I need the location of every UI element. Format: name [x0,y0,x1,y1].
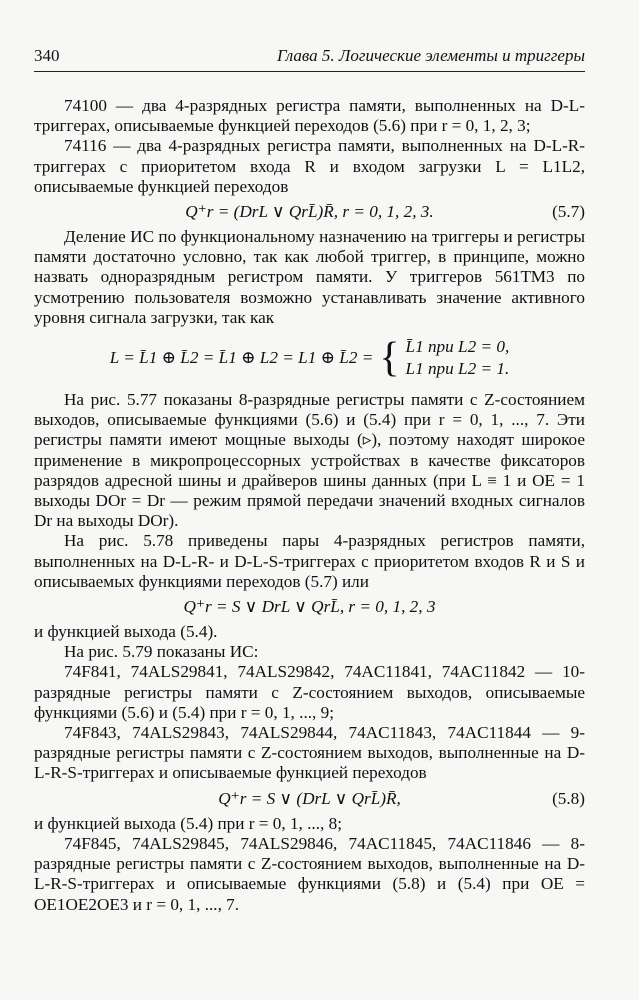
equation-load-signal [34,334,585,382]
paragraph: Деление ИС по функциональному назначению на триггеры и регистры памяти достаточно условно, так как любой триггер, в принципе, можно назвать одноразрядным регистром памяти. У триггеров 561ТМ3 по усмотрению пользователя возможно устанавливать значение активного уровня сигнала загрузки, так как [34,227,585,327]
body-text [34,96,585,915]
paragraph: и функцией выхода (5.4) при r = 0, 1, ..., 8; [34,813,342,833]
paragraph: На рис. 5.78 приведены пары 4-разрядных регистров памяти, выполненных на D-L-R- и D-L-S-триггерах с приоритетом входов R и S и описываемых функциями переходов (5.7) или [34,531,585,591]
chapter-title: Глава 5. Логические элементы и триггеры [276,46,585,65]
equation-cases [406,336,510,380]
equation-number: (5.8) [552,788,585,808]
equation-lhs: L = L̄1 ⊕ L̄2 = L̄1 ⊕ L2 = L1 ⊕ L̄2 = [109,347,374,367]
paragraph: 74F843, 74ALS29843, 74ALS29844, 74AC11843, 74AC11844 — 9-разрядные регистры памяти с Z-состоянием выходов, выполненные на D-L-R-S-триггерах и описываемые функцией переходов [34,723,585,783]
paragraph: и функцией выхода (5.4). [34,622,218,642]
page-number: 340 [34,46,60,65]
equation-case: L1 при L2 = 1. [405,359,510,379]
paragraph: 74F841, 74ALS29841, 74ALS29842, 74AC11841, 74AC11842 — 10-разрядные регистры памяти с Z-состоянием выходов, описываемые функциями (5.6) и (5.4) при r = 0, 1, ..., 9; [34,662,585,722]
header-rule [34,71,585,72]
equation-set-priority [34,596,585,618]
paragraph: 74116 — два 4-разрядных регистра памяти, выполненных на D-L-R-триггерах с приоритетом входа R и входом загрузки L = L1L2, описываемые функцией переходов [34,136,585,196]
paragraph: На рис. 5.79 показаны ИС: [64,642,259,662]
paragraph: 74100 — два 4-разрядных регистра памяти, выполненных на D-L-триггерах, описываемые функцией переходов (5.6) при r = 0, 1, 2, 3; [34,96,585,136]
equation-body: Q⁺r = S ∨ DrL ∨ QrL̄, r = 0, 1, 2, 3 [183,596,436,616]
running-header [34,46,585,66]
equation-5-8 [34,788,585,810]
equation-5-7 [34,201,585,223]
equation-body: Q⁺r = S ∨ (DrL ∨ QrL̄)R̄, [218,788,401,808]
equation-case: L̄1 при L2 = 0, [405,337,510,357]
brace-symbol: { [379,335,400,382]
equation-number: (5.7) [552,201,585,221]
paragraph: 74F845, 74ALS29845, 74ALS29846, 74AC11845, 74AC11846 — 8-разрядные регистры памяти с Z-состоянием выходов, выполненные на D-L-R-S-триггерах и описываемые функциями (5.8) и (5.4) при OE = OE1OE2OE3 и r = 0, 1, ..., 7. [34,833,585,914]
equation-body: Q⁺r = (DrL ∨ QrL̄)R̄, r = 0, 1, 2, 3. [185,201,434,221]
paragraph: На рис. 5.77 показаны 8-разрядные регистры памяти с Z-состоянием выходов, описываемые функциями (5.6) и (5.4) при r = 0, 1, ..., 7. Эти регистры памяти имеют мощные выходы (▹), поэтому находят широкое применение в микропроцессорных устройствах в качестве фиксаторов разрядов адресной шины и драйверов шины данных (при L ≡ 1 и OE = 1 выходы DOr = Dr — режим прямой передачи значений входных сигналов Dr на выходы DOr). [34,390,585,531]
